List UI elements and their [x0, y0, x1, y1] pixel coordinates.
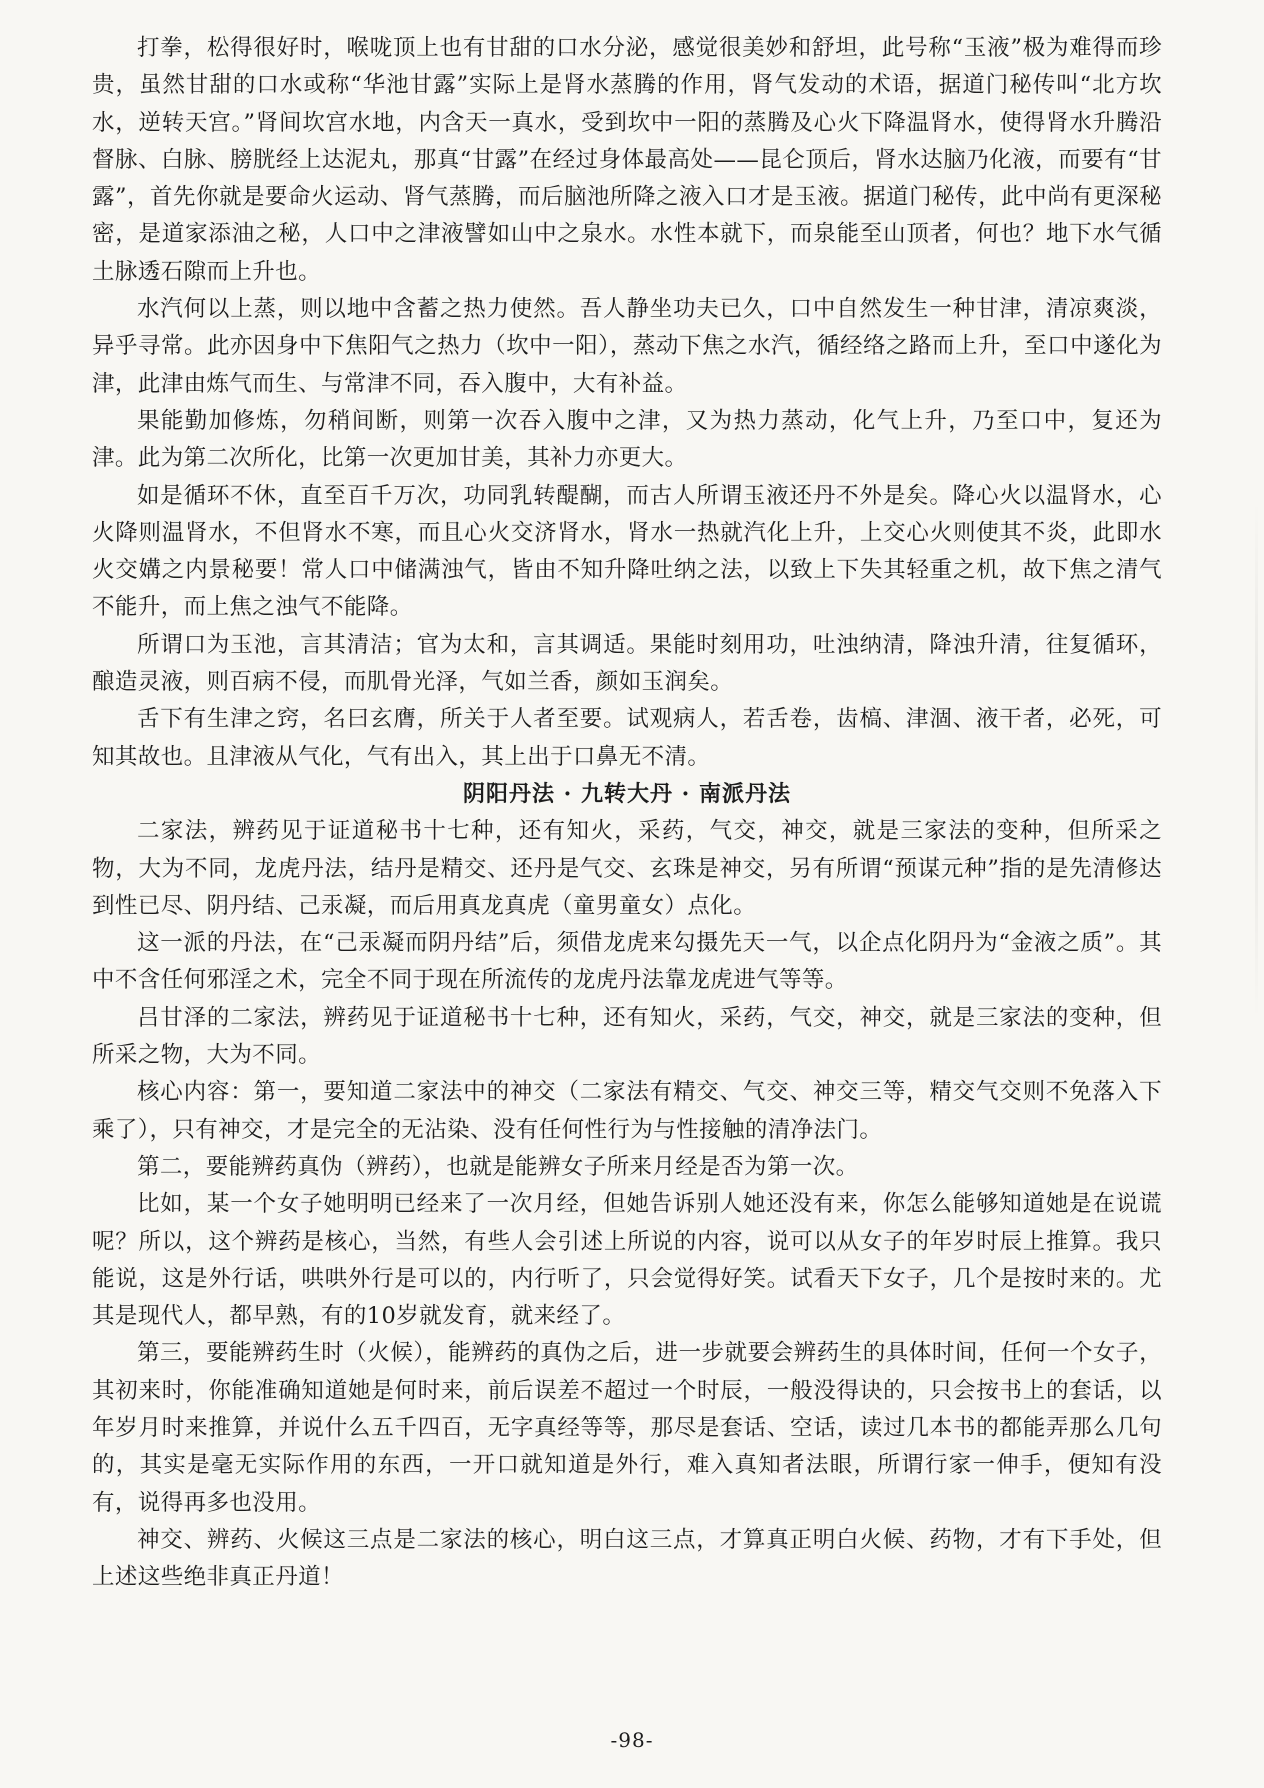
paragraph: 打拳，松得很好时，喉咙顶上也有甘甜的口水分泌，感觉很美妙和舒坦，此号称“玉液”极为难得而珍贵，虽然甘甜的口水或称“华池甘露”实际上是肾水蒸腾的作用，肾气发动的术语，据道门秘传叫“北方坎水，逆转天宫。”肾间坎宫水地，内含天一真水，受到坎中一阳的蒸腾及心火下降温肾水，使得肾水升腾沿督脉、白脉、膀胱经上达泥丸，那真“甘露”在经过身体最高处——昆仑顶后，肾水达脑乃化液，而要有“甘露”，首先你就是要命火运动、肾气蒸腾，而后脑池所降之液入口才是玉液。据道门秘传，此中尚有更深秘密，是道家添油之秘，人口中之津液譬如山中之泉水。水性本就下，而泉能至山顶者，何也？地下水气循土脉透石隙而上升也。: [92, 35, 1162, 285]
paragraph: 所谓口为玉池，言其清洁；官为太和，言其调适。果能时刻用功，吐浊纳清，降浊升清，往复循环，酿造灵液，则百病不侵，而肌骨光泽，气如兰香，颜如玉润矣。: [92, 631, 1162, 696]
paragraph: 舌下有生津之窍，名曰玄膺，所关于人者至要。试观病人，若舌卷，齿槁、津涸、液干者，必死，可知其故也。且津液从气化，气有出入，其上出于口鼻无不清。: [92, 706, 1162, 770]
paragraph: 神交、辨药、火候这三点是二家法的核心，明白这三点，才算真正明白火候、药物，才有下手处，但上述这些绝非真正丹道！: [92, 1526, 1162, 1591]
paragraph: 第二，要能辨药真伪（辨药），也就是能辨女子所来月经是否为第一次。: [137, 1153, 859, 1180]
paragraph: 果能勤加修炼，勿稍间断，则第一次吞入腹中之津，又为热力蒸动，化气上升，乃至口中，复还为津。此为第二次所化，比第一次更加甘美，其补力亦更大。: [92, 407, 1162, 472]
paragraph: 吕甘泽的二家法，辨药见于证道秘书十七种，还有知火，采药，气交，神交，就是三家法的变种，但所采之物，大为不同。: [92, 1004, 1162, 1069]
paragraph: 比如，某一个女子她明明已经来了一次月经，但她告诉别人她还没有来，你怎么能够知道她是在说谎呢？所以，这个辨药是核心，当然，有些人会引述上所说的内容，说可以从女子的年岁时辰上推算。我只能说，这是外行话，哄哄外行是可以的，内行听了，只会觉得好笑。试看天下女子，几个是按时来的。尤其是现代人，都早熟，有的10岁就发育，就来经了。: [92, 1191, 1162, 1330]
page-number: -98-: [610, 1728, 654, 1752]
paragraph: 这一派的丹法，在“己汞凝而阴丹结”后，须借龙虎来勾摄先天一气，以企点化阴丹为“金液之质”。其中不含任何邪淫之术，完全不同于现在所流传的龙虎丹法靠龙虎进气等等。: [92, 930, 1162, 994]
section-heading: 阴阳丹法 · 九转大丹 · 南派丹法: [463, 780, 791, 807]
paragraph: 第三，要能辨药生时（火候），能辨药的真伪之后，进一步就要会辨药生的具体时间，任何一个女子，其初来时，你能准确知道她是何时来，前后误差不超过一个时辰，一般没得诀的，只会按书上的套话，以年岁月时来推算，并说什么五千四百，无字真经等等，那尽是套话、空话，读过几本书的都能弄那么几句的，其实是毫无实际作用的东西，一开口就知道是外行，难入真知者法眼，所谓行家一伸手，便知有没有，说得再多也没用。: [92, 1340, 1162, 1516]
paragraph: 水汽何以上蒸，则以地中含蓄之热力使然。吾人静坐功夫已久，口中自然发生一种甘津，清凉爽淡，异乎寻常。此亦因身中下焦阳气之热力（坎中一阳），蒸动下焦之水汽，循经络之路而上升，至口中遂化为津，此津由炼气而生、与常津不同，吞入腹中，大有补益。: [92, 296, 1162, 397]
paragraph: 二家法，辨药见于证道秘书十七种，还有知火，采药，气交，神交，就是三家法的变种，但所采之物，大为不同，龙虎丹法，结丹是精交、还丹是气交、玄珠是神交，另有所谓“预谋元种”指的是先清修达到性已尽、阴丹结、己汞凝，而后用真龙真虎（童男童女）点化。: [92, 818, 1162, 919]
body-text: [92, 30, 1162, 1596]
paragraph: 核心内容：第一，要知道二家法中的神交（二家法有精交、气交、神交三等，精交气交则不免落入下乘了），只有神交，才是完全的无沾染、没有任何性行为与性接触的清净法门。: [92, 1079, 1162, 1143]
scan-edge-shadow: [1255, 500, 1258, 1020]
paragraph: 如是循环不休，直至百千万次，功同乳转醍醐，而古人所谓玉液还丹不外是矣。降心火以温肾水，心火降则温肾水，不但肾水不寒，而且心火交济肾水，肾水一热就汽化上升，上交心火则使其不炎，此即水火交媾之内景秘要！常人口中储满浊气，皆由不知升降吐纳之法，以致上下失其轻重之机，故下焦之清气不能升，而上焦之浊气不能降。: [92, 482, 1162, 621]
